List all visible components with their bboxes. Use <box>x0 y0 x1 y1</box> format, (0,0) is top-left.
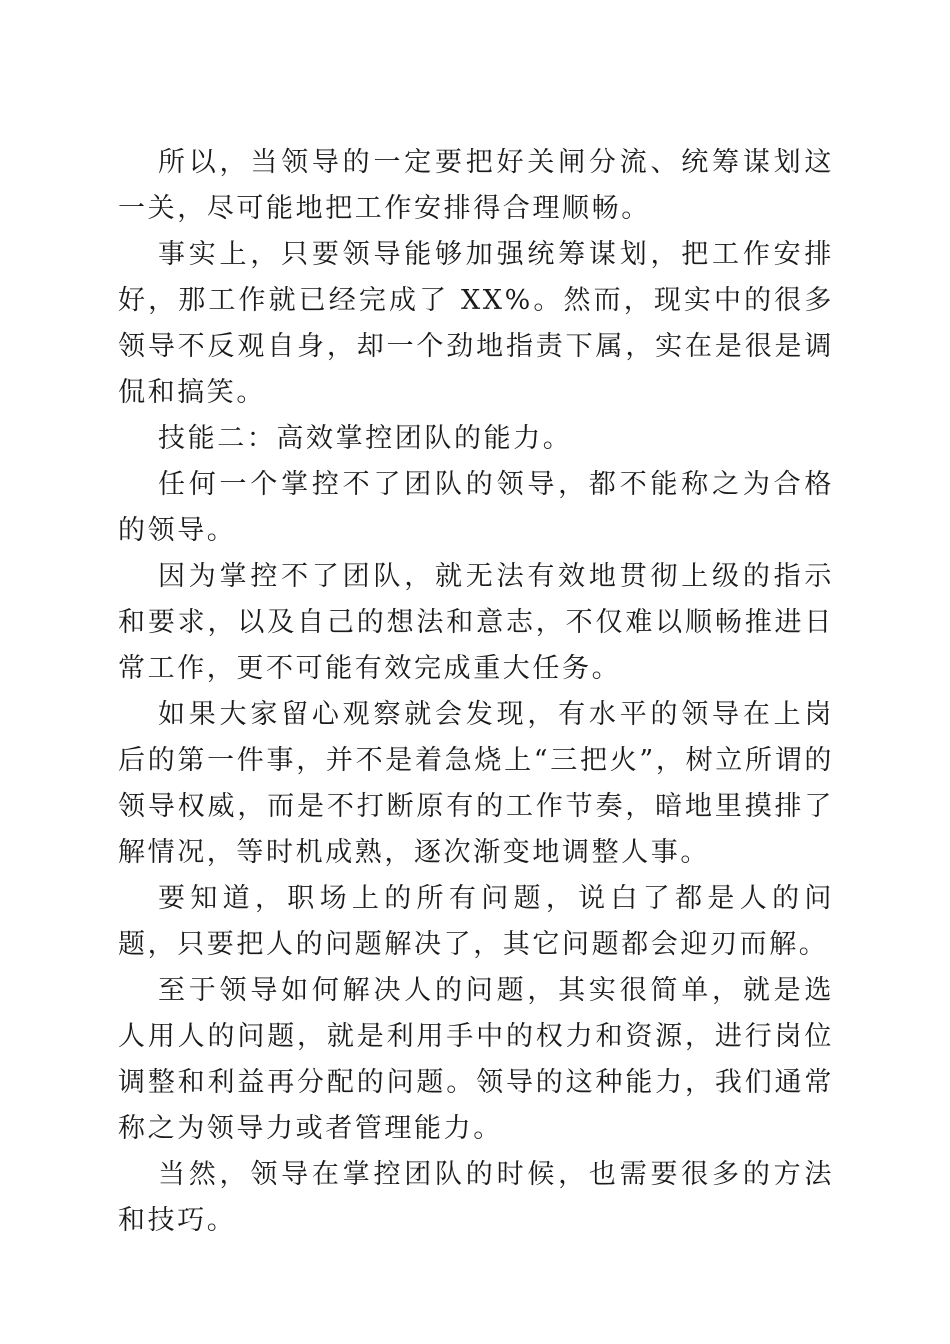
paragraph: 如果大家留心观察就会发现，有水平的领导在上岗后的第一件事，并不是着急烧上“三把火”，树立所谓的领导权威，而是不打断原有的工作节奏，暗地里摸排了解情况，等时机成熟，逐次渐变地调整人事。 <box>118 699 834 868</box>
paragraph: 要知道，职场上的所有问题，说白了都是人的问题，只要把人的问题解决了，其它问题都会迎刃而解。 <box>118 883 834 960</box>
paragraph: 因为掌控不了团队，就无法有效地贯彻上级的指示和要求，以及自己的想法和意志，不仅难以顺畅推进日常工作，更不可能有效完成重大任务。 <box>118 561 834 684</box>
paragraph: 所以，当领导的一定要把好关闸分流、统筹谋划这一关，尽可能地把工作安排得合理顺畅。 <box>118 147 834 224</box>
paragraph: 任何一个掌控不了团队的领导，都不能称之为合格的领导。 <box>118 469 834 546</box>
paragraph: 至于领导如何解决人的问题，其实很简单，就是选人用人的问题，就是利用手中的权力和资源，进行岗位调整和利益再分配的问题。领导的这种能力，我们通常称之为领导力或者管理能力。 <box>118 975 834 1144</box>
paragraph: 事实上，只要领导能够加强统筹谋划，把工作安排好，那工作就已经完成了 XX%。然而，现实中的很多领导不反观自身，却一个劲地指责下属，实在是很是调侃和搞笑。 <box>118 239 834 408</box>
document-body <box>118 140 834 1244</box>
section-heading: 技能二：高效掌控团队的能力。 <box>158 423 573 454</box>
paragraph: 当然，领导在掌控团队的时候，也需要很多的方法和技巧。 <box>118 1159 834 1236</box>
